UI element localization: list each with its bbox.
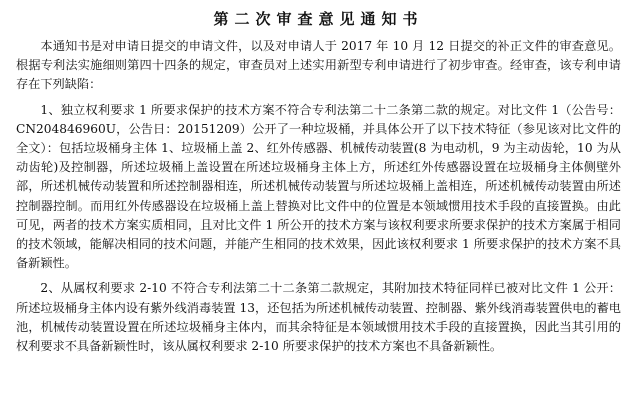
document-title: 第二次审查意见通知书 [213,10,424,28]
defect-item-1: 1、独立权利要求 1 所要求保护的技术方案不符合专利法第二十二条第二款的规定。对比文件 1（公告号：CN204846960U，公告日：20151209）公开了一种垃圾桶，并具体公开了以下技术特征（参见该对比文件的全文）：包括垃圾桶身主体 1、垃圾桶上盖 2、红外传感器、机械传动装置(8 为电动机，9 为主动齿轮，10 为从动齿轮)及控制器，所述垃圾桶上盖设置在所述垃圾桶身主体上方，所述红外传感器设置在垃圾桶身主体侧壁外部，所述机械传动装置和所述控制器相连，所述机械传动装置与所述垃圾桶上盖相连，所述机械传动装置由所述控制器控制。而用红外传感器设在垃圾桶上盖上替换对比文件中的位置是本领域惯用技术手段的直接置换。由此可见，两者的技术方案实质相同，且对比文件 1 所公开的技术方案与该权利要求所要求保护的技术方案属于相同的技术领域，能解决相同的技术问题，并能产生相同的技术效果，因此该权利要求 1 所要求保护的技术方案不具备新颖性。 [16,102,621,271]
intro-paragraph: 本通知书是对申请日提交的申请文件，以及对申请人于 2017 年 10 月 12 日提交的补正文件的审查意见。根据专利法实施细则第四十四条的规定，审查员对上述实用新型专利申请进行了初步审查。经审查，该专利申请存在下列缺陷： [16,39,621,92]
defect-item-2: 2、从属权利要求 2-10 不符合专利法第二十二条第二款规定，其附加技术特征同样已被对比文件 1 公开：所述垃圾桶身主体内设有紫外线消毒装置 13，还包括为所述机械传动装置、控制器、紫外线消毒装置供电的蓄电池，机械传动装置设置在所述垃圾桶身主体内，而其余特征是本领域惯用技术手段的直接置换，因此当其引用的权利要求不具备新颖性时，该从属权利要求 2-10 所要求保护的技术方案也不具备新颖性。 [16,281,621,354]
